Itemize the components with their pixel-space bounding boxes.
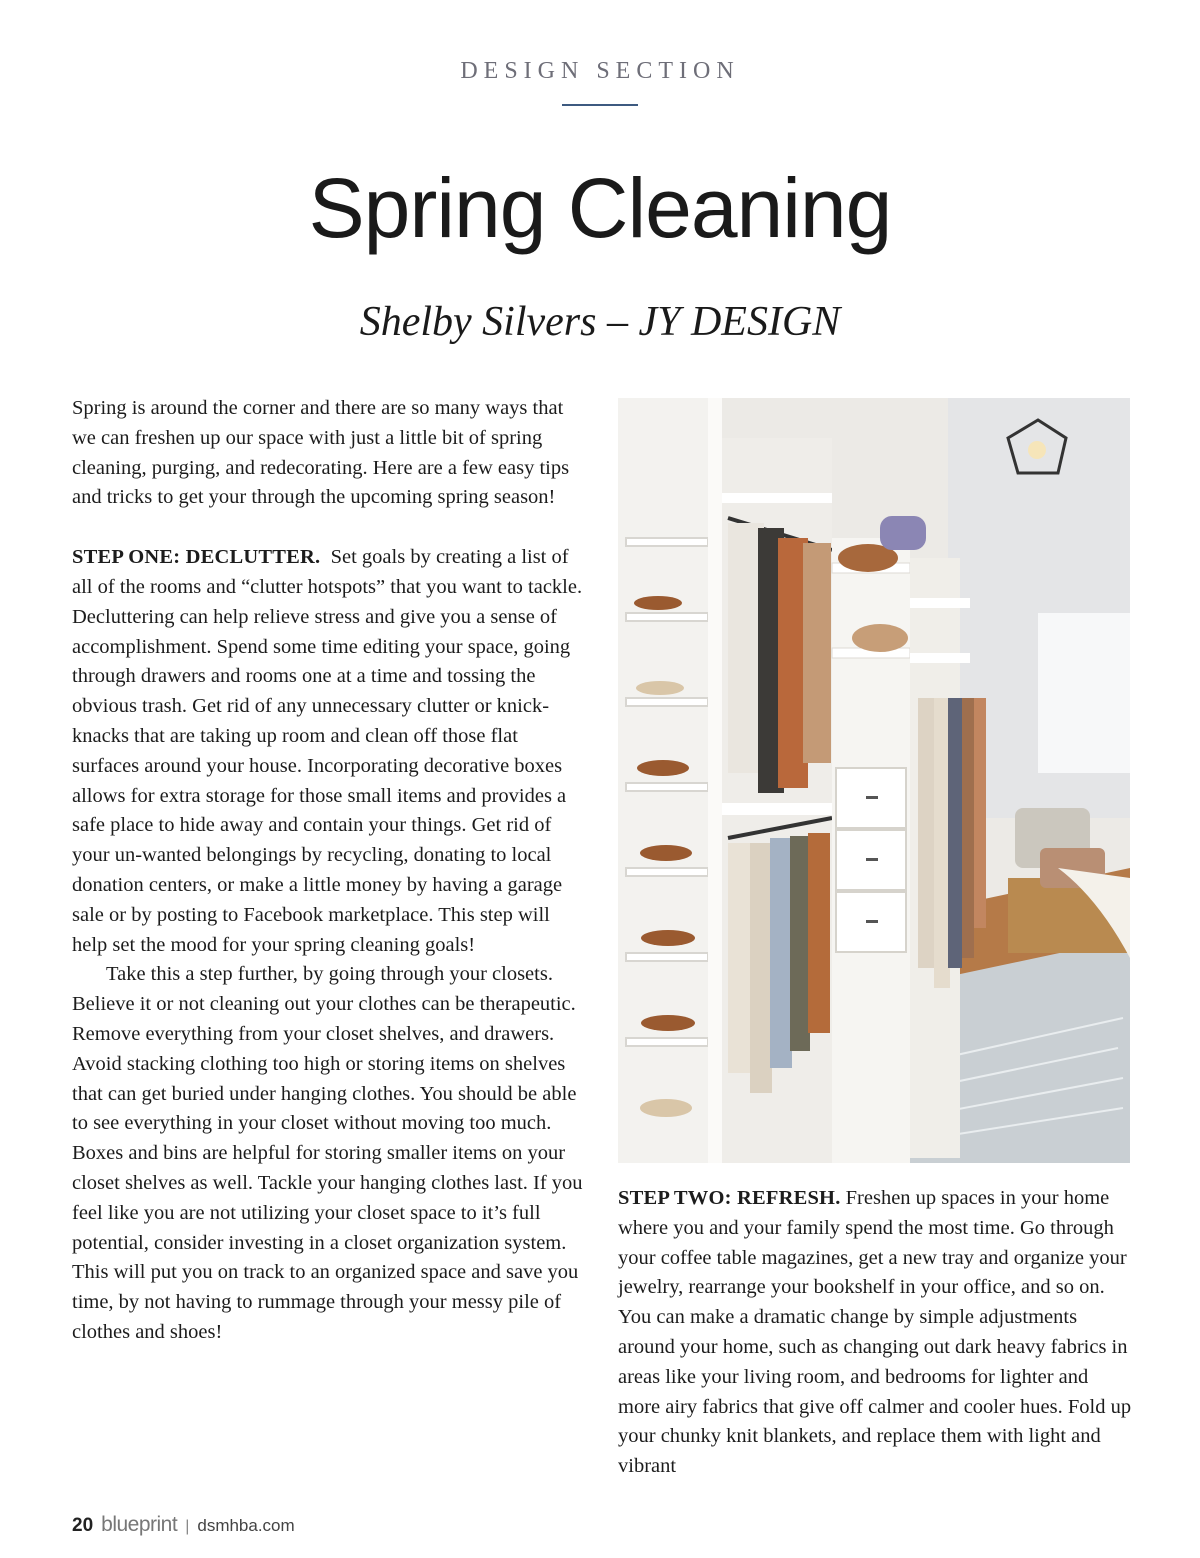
left-column: [72, 394, 587, 1348]
step-two-paragraph: [618, 1184, 1133, 1482]
step-one-heading: STEP ONE: DECLUTTER.: [72, 546, 321, 569]
step-two-body: Freshen up spaces in your home where you and your family spend the most time. Go through your coffee table magazines, get a new tray and organize your jewelry, rearrange your bookshelf in your office, and so on. You can make a dramatic change by simple adjustments around your home, such as changing out dark heavy fabrics in areas like your living room, and bedrooms for lighter and more airy fabrics that give off calmer and cooler hues. Fold up your chunky knit blankets, and replace them with light and vibrant: [618, 1187, 1132, 1478]
section-divider: [562, 104, 638, 106]
right-column: [618, 1184, 1133, 1482]
brand-logo: blueprint: [101, 1513, 178, 1536]
section-label: DESIGN SECTION: [460, 58, 740, 84]
page-footer: [72, 1513, 295, 1541]
article-byline: Shelby Silvers – JY DESIGN: [359, 299, 841, 345]
intro-paragraph: Spring is around the corner and there are so many ways that we can freshen up our space with just a little bit of spring cleaning, purging, and redecorating. Here are a few easy tips and tricks to get your through the upcoming spring season!: [72, 397, 570, 509]
website-link[interactable]: dsmhba.com: [197, 1516, 295, 1535]
step-one-body: Set goals by creating a list of all of the rooms and “clutter hotspots” that you want to tackle. Decluttering can help relieve stress and give you a sense of accomplishment. Spend some time editing your space, going through drawers and rooms one at a time and tossing the obvious trash. Get rid of any unnecessary clutter or knick-knacks that are taking up room and clean off those flat surfaces around your house. Incorporating decorative boxes allows for extra storage for those small items and provides a safe place to hide away and contain your things. Get rid of your un-wanted belongings by recycling, donating to local donation centers, or make a little money by having a garage sale or by posting to Facebook marketplace. This step will help set the mood for your spring cleaning goals!: [72, 546, 583, 956]
step-one-continued-paragraph: Take this a step further, by going through your closets. Believe it or not cleaning out your clothes can be therapeutic. Remove everything from your closet shelves, and drawers. Avoid stacking clothing too high or storing items on shelves that can get buried under hanging clothes. You should be able to see everything in your closet without moving too much. Boxes and bins are helpful for storing smaller items on your closet shelves as well. Tackle your hanging clothes last. If you feel like you are not utilizing your closet space to it’s full potential, consider investing in a closet organization system. This will put you on track to an organized space and save you time, by not having to rummage through your messy pile of clothes and shoes!: [72, 963, 583, 1343]
article-title: Spring Cleaning: [308, 161, 892, 255]
step-one-paragraph: [72, 543, 587, 960]
closet-photo: [618, 398, 1130, 1163]
footer-separator: |: [185, 1518, 190, 1535]
page-number: 20: [72, 1515, 94, 1536]
step-two-heading: STEP TWO: REFRESH.: [618, 1187, 841, 1209]
